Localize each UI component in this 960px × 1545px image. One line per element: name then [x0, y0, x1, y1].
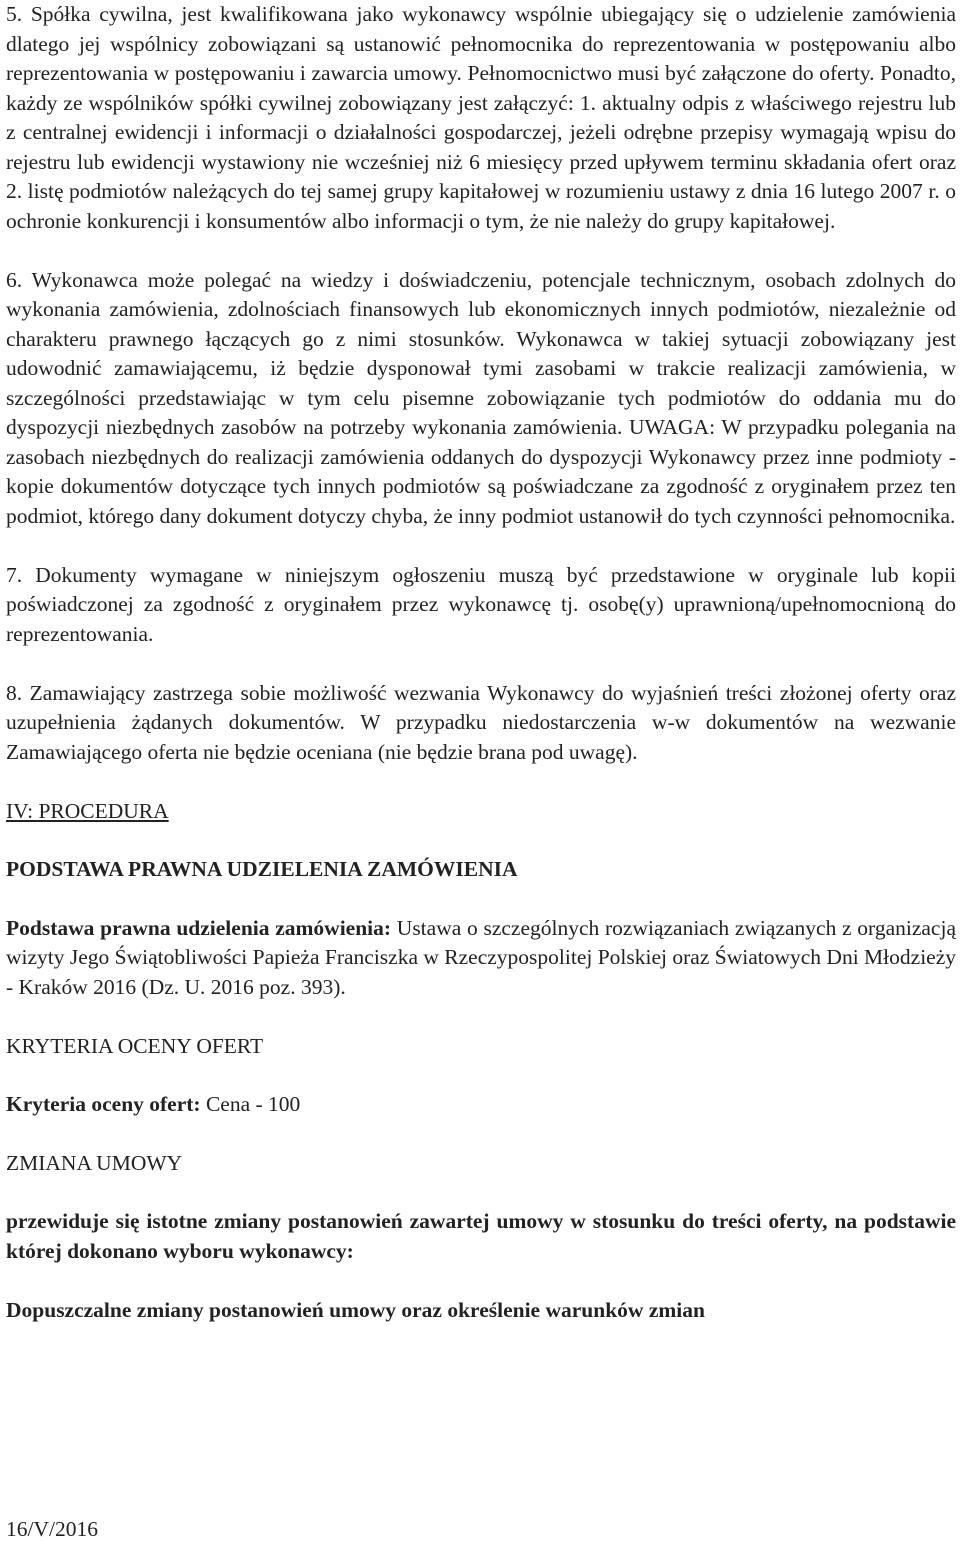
paragraph-7: 7. Dokumenty wymagane w niniejszym ogłoszeniu muszą być przedstawione w oryginale lub kopii poświadczonej za zgodność z oryginałem przez wykonawcę tj. osobę(y) uprawnioną/upełnomocnioną do reprezentowania. — [6, 562, 956, 646]
paragraph-6: 6. Wykonawca może polegać na wiedzy i doświadczeniu, potencjale technicznym, osobach zdolnych do wykonania zamówienia, zdolnościach finansowych lub ekonomicznych innych podmiotów, niezależnie od charakteru prawnego łączących go z nimi stosunków. Wykonawca w takiej sytuacji zobowiązany jest udowodnić zamawiającemu, iż będzie dysponował tymi zasobami w trakcie realizacji zamówienia, w szczególności przedstawiając w tym celu pisemne zobowiązanie tych podmiotów do oddania mu do dyspozycji niezbędnych zasobów na potrzeby wykonania zamówienia. UWAGA: W przypadku polegania na zasobach niezbędnych do realizacji zamówienia oddanych do dyspozycji Wykonawcy przez inne podmioty - kopie dokumentów dotyczące tych innych podmiotów są poświadczane za zgodność z oryginałem przez ten podmiot, którego dany dokument dotyczy chyba, że inny podmiot ustanowił do tych czynności pełnomocnika. — [6, 267, 956, 528]
kryteria-paragraph — [6, 1090, 956, 1120]
podstawa-text: Ustawa o szczególnych rozwiązaniach związanych z organizacją wizyty Jego Świątobliwości Papieża Franciszka w Rzeczypospolitej Polskiej oraz Światowych Dni Młodzieży - Kraków 2016 (Dz. U. 2016 poz. 393). — [6, 915, 956, 999]
page-footer-date: 16/V/2016 — [6, 1517, 98, 1541]
paragraph-8: 8. Zamawiający zastrzega sobie możliwość wezwania Wykonawcy do wyjaśnień treści złożonej oferty oraz uzupełnienia żądanych dokumentów. W przypadku niedostarczenia w-w dokumentów na wezwanie Zamawiającego oferta nie będzie oceniana (nie będzie brana pod uwagę). — [6, 680, 956, 764]
kryteria-label: Kryteria oceny ofert: — [6, 1092, 201, 1116]
heading-zmiana-umowy: ZMIANA UMOWY — [6, 1150, 183, 1175]
kryteria-text: Cena - 100 — [200, 1092, 301, 1116]
podstawa-paragraph — [6, 914, 956, 1003]
zmiana-paragraph — [6, 1207, 956, 1266]
dopuszczalne-bold-text: Dopuszczalne zmiany postanowień umowy oraz określenie warunków zmian — [6, 1297, 705, 1322]
section-heading-procedura: IV: PROCEDURA — [6, 798, 169, 823]
heading-kryteria: KRYTERIA OCENY OFERT — [6, 1033, 264, 1058]
paragraph-5: 5. Spółka cywilna, jest kwalifikowana jako wykonawcy wspólnie ubiegający się o udzielenie zamówienia dlatego jej wspólnicy zobowiązani są ustanowić pełnomocnika do reprezentowania w postępowaniu albo reprezentowania w postępowaniu i zawarcia umowy. Pełnomocnictwo musi być załączone do oferty. Ponadto, każdy ze wspólników spółki cywilnej zobowiązany jest załączyć: 1. aktualny odpis z właściwego rejestru lub z centralnej ewidencji i informacji o działalności gospodarczej, jeżeli odrębne przepisy wymagają wpisu do rejestru lub ewidencji wystawiony nie wcześniej niż 6 miesięcy przed upływem terminu składania ofert oraz 2. listę podmiotów należących do tej samej grupy kapitałowej w rozumieniu ustawy z dnia 16 lutego 2007 r. o ochronie konkurencji i konsumentów albo informacji o tym, że nie należy do grupy kapitałowej. — [6, 2, 956, 233]
heading-podstawa-prawna — [6, 855, 956, 885]
dopuszczalne-paragraph — [6, 1296, 956, 1326]
document-page — [6, 0, 956, 1355]
podstawa-label: Podstawa prawna udzielenia zamówienia: — [6, 915, 392, 940]
zmiana-bold-text: przewiduje się istotne zmiany postanowień zawartej umowy w stosunku do treści oferty, na podstawie której dokonano wyboru wykonawcy: — [6, 1209, 956, 1263]
heading-podstawa-text: PODSTAWA PRAWNA UDZIELENIA ZAMÓWIENIA — [6, 857, 518, 881]
